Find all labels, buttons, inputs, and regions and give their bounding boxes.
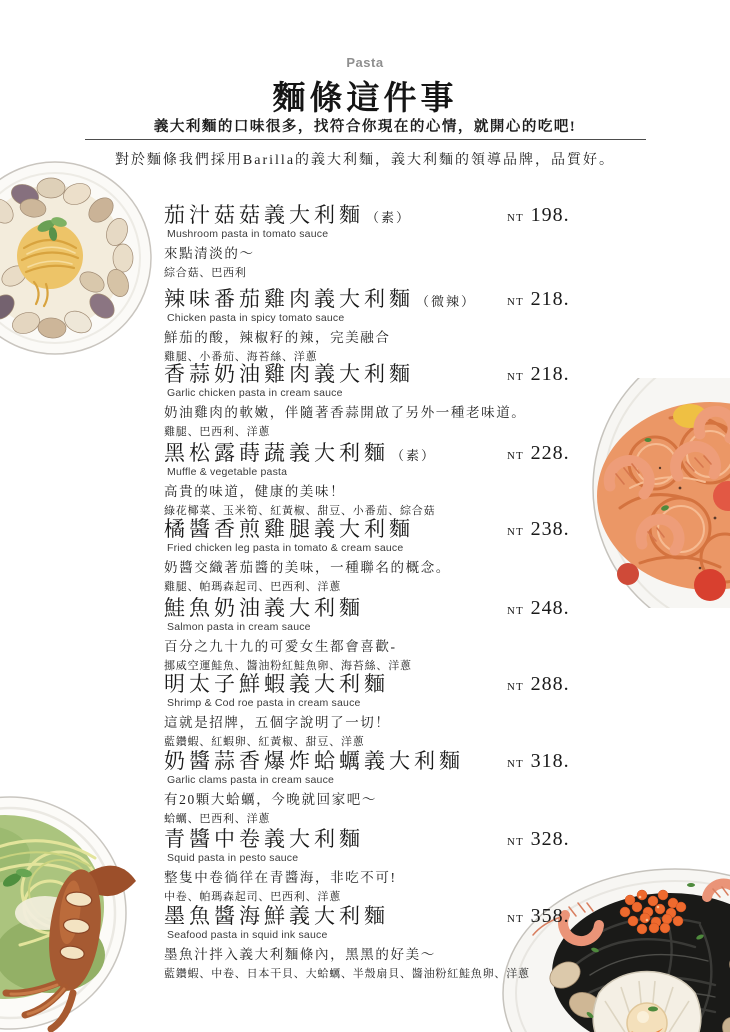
item-ingredients: 中卷、帕瑪森起司、巴西利、洋蔥 (164, 891, 341, 903)
item-description: 百分之九十九的可愛女生都會喜歡- (164, 639, 397, 654)
price-amount: 328. (530, 828, 570, 850)
page-subtitle: 義大利麵的口味很多，找符合你現在的心情，就開心的吃吧! (153, 119, 577, 135)
item-name: 橘醬香煎雞腿義大利麵 (164, 517, 414, 541)
item-subtitle-en: Chicken pasta in spicy tomato sauce (167, 312, 345, 324)
divider (85, 139, 646, 140)
item-ingredients: 雞腿、小番茄、海苔絲、洋蔥 (164, 351, 318, 363)
item-description: 高貴的味道，健康的美味！ (164, 484, 346, 499)
currency-label: NT (507, 212, 524, 224)
item-name: 青醬中卷義大利麵 (164, 827, 364, 851)
price-amount: 238. (530, 518, 570, 540)
item-name: 黑松露蒔蔬義大利麵 (164, 441, 389, 465)
item-subtitle-en: Seafood pasta in squid ink sauce (167, 929, 328, 941)
item-name: 辣味番茄雞肉義大利麵 (164, 287, 414, 311)
item-subtitle-en: Shrimp & Cod roe pasta in cream sauce (167, 697, 361, 709)
price-amount: 288. (530, 673, 570, 695)
price-amount: 228. (530, 442, 570, 464)
item-ingredients: 雞腿、巴西利、洋蔥 (164, 426, 271, 438)
item-description: 這就是招牌，五個字說明了一切！ (164, 715, 391, 730)
item-ingredients: 雞腿、帕瑪森起司、巴西利、洋蔥 (164, 581, 341, 593)
item-subtitle-en: Squid pasta in pesto sauce (167, 852, 299, 864)
item-ingredients: 藍鑽蝦、紅蝦卵、紅黃椒、甜豆、洋蔥 (164, 736, 365, 748)
item-price (507, 597, 570, 620)
price-amount: 248. (530, 597, 570, 619)
item-description: 整隻中卷徜徉在青醬海，非吃不可! (164, 870, 397, 885)
item-tag: （素） (391, 448, 437, 463)
item-description: 鮮茄的酸，辣椒籽的辣，完美融合 (164, 330, 391, 345)
item-price (507, 905, 570, 928)
currency-label: NT (507, 371, 524, 383)
currency-label: NT (507, 913, 524, 925)
page-title: 麵條這件事 (272, 81, 458, 117)
item-tag: （微辣） (416, 294, 477, 309)
item-name: 鮭魚奶油義大利麵 (164, 596, 364, 620)
item-ingredients: 藍鑽蝦、中卷、日本干貝、大蛤蠣、半殼扇貝、醬油粉紅鮭魚卵、洋蔥 (164, 968, 530, 980)
item-ingredients: 挪威空運鮭魚、醬油粉紅鮭魚卵、海苔絲、洋蔥 (164, 660, 412, 672)
price-amount: 218. (530, 363, 570, 385)
category-label: Pasta (346, 55, 384, 70)
item-ingredients: 綜合菇、巴西利 (164, 267, 247, 279)
item-description: 奶油雞肉的軟嫩，伴隨著香蒜開啟了另外一種老味道。 (164, 405, 527, 420)
item-price (507, 442, 570, 465)
item-price (507, 673, 570, 696)
item-price (507, 750, 570, 773)
item-name: 墨魚醬海鮮義大利麵 (164, 904, 389, 928)
item-price (507, 518, 570, 541)
currency-label: NT (507, 296, 524, 308)
item-ingredients: 蛤蠣、巴西利、洋蔥 (164, 813, 271, 825)
pesto-squid-pasta-photo (0, 795, 140, 1032)
currency-label: NT (507, 526, 524, 538)
item-tag: （素） (366, 210, 412, 225)
item-name: 明太子鮮蝦義大利麵 (164, 672, 389, 696)
currency-label: NT (507, 681, 524, 693)
item-subtitle-en: Muffle & vegetable pasta (167, 466, 288, 478)
item-price (507, 288, 570, 311)
item-description: 來點清淡的～ (164, 246, 255, 261)
currency-label: NT (507, 605, 524, 617)
item-price (507, 828, 570, 851)
item-subtitle-en: Fried chicken leg pasta in tomato & cream sauce (167, 542, 404, 554)
item-subtitle-en: Mushroom pasta in tomato sauce (167, 228, 329, 240)
item-price (507, 363, 570, 386)
item-name: 茄汁菇菇義大利麵 (164, 203, 364, 227)
item-subtitle-en: Salmon pasta in cream sauce (167, 621, 311, 633)
clam-pasta-photo (0, 160, 160, 360)
price-amount: 358. (530, 905, 570, 927)
item-name: 香蒜奶油雞肉義大利麵 (164, 362, 414, 386)
item-price (507, 204, 570, 227)
item-ingredients: 綠花椰菜、玉米筍、紅黃椒、甜豆、小番茄、綜合菇 (164, 505, 436, 517)
item-subtitle-en: Garlic clams pasta in cream sauce (167, 774, 335, 786)
brand-note: 對於麵條我們採用Barilla的義大利麵，義大利麵的領導品牌，品質好。 (114, 153, 616, 168)
item-description: 奶醬交織著茄醬的美味，一種聯名的概念。 (164, 560, 451, 575)
item-description: 有20顆大蛤蠣，今晚就回家吧～ (164, 792, 377, 807)
price-amount: 318. (530, 750, 570, 772)
item-name: 奶醬蒜香爆炸蛤蠣義大利麵 (164, 749, 464, 773)
currency-label: NT (507, 450, 524, 462)
currency-label: NT (507, 836, 524, 848)
price-amount: 218. (530, 288, 570, 310)
currency-label: NT (507, 758, 524, 770)
item-subtitle-en: Garlic chicken pasta in cream sauce (167, 387, 343, 399)
price-amount: 198. (530, 204, 570, 226)
item-description: 墨魚汁拌入義大利麵條內，黑黑的好美～ (164, 947, 436, 962)
